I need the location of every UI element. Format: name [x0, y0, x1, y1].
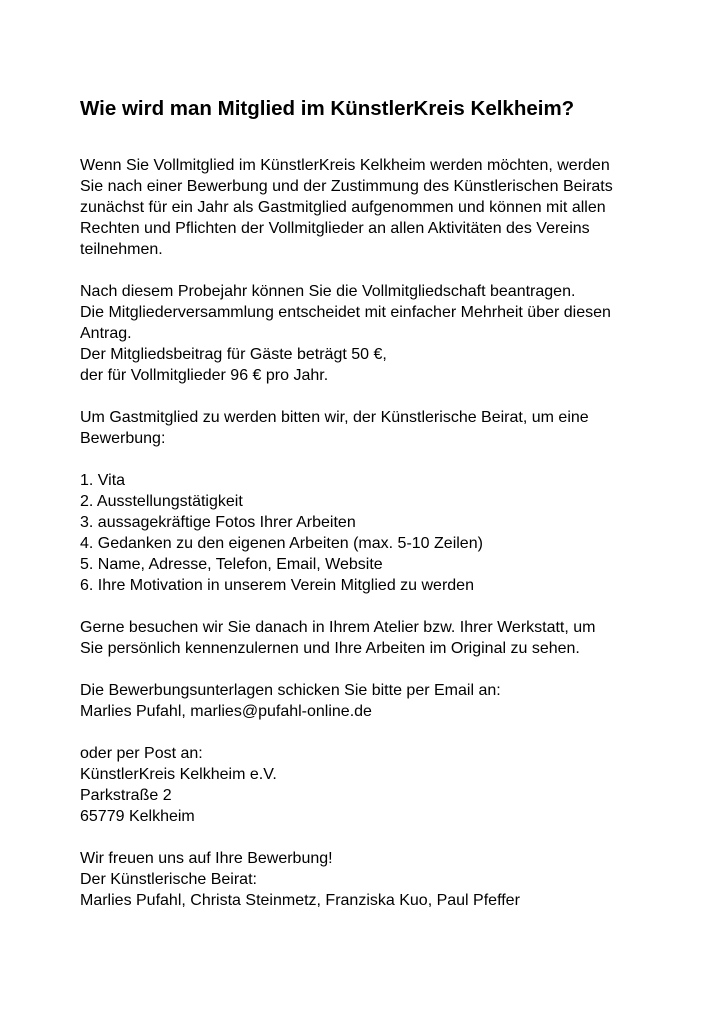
postal-contact-paragraph [80, 743, 680, 827]
list-item: 3. aussagekräftige Fotos Ihrer Arbeiten [80, 514, 356, 531]
email-address-line: Marlies Pufahl, marlies@pufahl-online.de [80, 703, 372, 720]
intro-line: zunächst für ein Jahr als Gastmitglied aufgenommen und können mit allen [80, 199, 606, 216]
signature-names: Marlies Pufahl, Christa Steinmetz, Franziska Kuo, Paul Pfeffer [80, 892, 520, 909]
list-item: 4. Gedanken zu den eigenen Arbeiten (max. 5-10 Zeilen) [80, 535, 483, 552]
probation-line: Nach diesem Probejahr können Sie die Vollmitgliedschaft beantragen. [80, 283, 576, 300]
intro-line: Wenn Sie Vollmitglied im KünstlerKreis Kelkheim werden möchten, werden [80, 157, 610, 174]
document-page [80, 95, 680, 932]
guest-fee-line: Der Mitgliedsbeitrag für Gäste beträgt 50 €, [80, 346, 387, 363]
requirements-list [80, 470, 680, 596]
visit-paragraph [80, 617, 680, 659]
closing-line: Wir freuen uns auf Ihre Bewerbung! [80, 850, 333, 867]
full-member-fee-line: der für Vollmitglieder 96 € pro Jahr. [80, 367, 329, 384]
application-request-line: Um Gastmitglied zu werden bitten wir, der Künstlerische Beirat, um eine [80, 409, 589, 426]
intro-paragraph [80, 155, 680, 260]
email-contact-paragraph [80, 680, 680, 722]
application-request-paragraph [80, 407, 680, 449]
signature-heading: Der Künstlerische Beirat: [80, 871, 257, 888]
list-item: 6. Ihre Motivation in unserem Verein Mitglied zu werden [80, 577, 474, 594]
list-item: 1. Vita [80, 472, 126, 489]
intro-line: Rechten und Pflichten der Vollmitglieder an allen Aktivitäten des Vereins [80, 220, 590, 237]
postal-intro-line: oder per Post an: [80, 745, 203, 762]
application-request-line: Bewerbung: [80, 430, 166, 447]
address-street: Parkstraße 2 [80, 787, 172, 804]
probation-line: Die Mitgliederversammlung entscheidet mit einfacher Mehrheit über diesen [80, 304, 611, 321]
page-title: Wie wird man Mitglied im KünstlerKreis Kelkheim? [80, 97, 575, 120]
visit-line: Gerne besuchen wir Sie danach in Ihrem Atelier bzw. Ihrer Werkstatt, um [80, 619, 596, 636]
email-contact-line: Die Bewerbungsunterlagen schicken Sie bitte per Email an: [80, 682, 501, 699]
list-item: 5. Name, Adresse, Telefon, Email, Website [80, 556, 383, 573]
intro-line: Sie nach einer Bewerbung und der Zustimmung des Künstlerischen Beirats [80, 178, 613, 195]
address-city: 65779 Kelkheim [80, 808, 195, 825]
list-item: 2. Ausstellungstätigkeit [80, 493, 243, 510]
probation-line: Antrag. [80, 325, 132, 342]
visit-line: Sie persönlich kennenzulernen und Ihre Arbeiten im Original zu sehen. [80, 640, 580, 657]
closing-paragraph [80, 848, 680, 911]
probation-paragraph [80, 281, 680, 386]
intro-line: teilnehmen. [80, 241, 163, 258]
address-organization: KünstlerKreis Kelkheim e.V. [80, 766, 277, 783]
